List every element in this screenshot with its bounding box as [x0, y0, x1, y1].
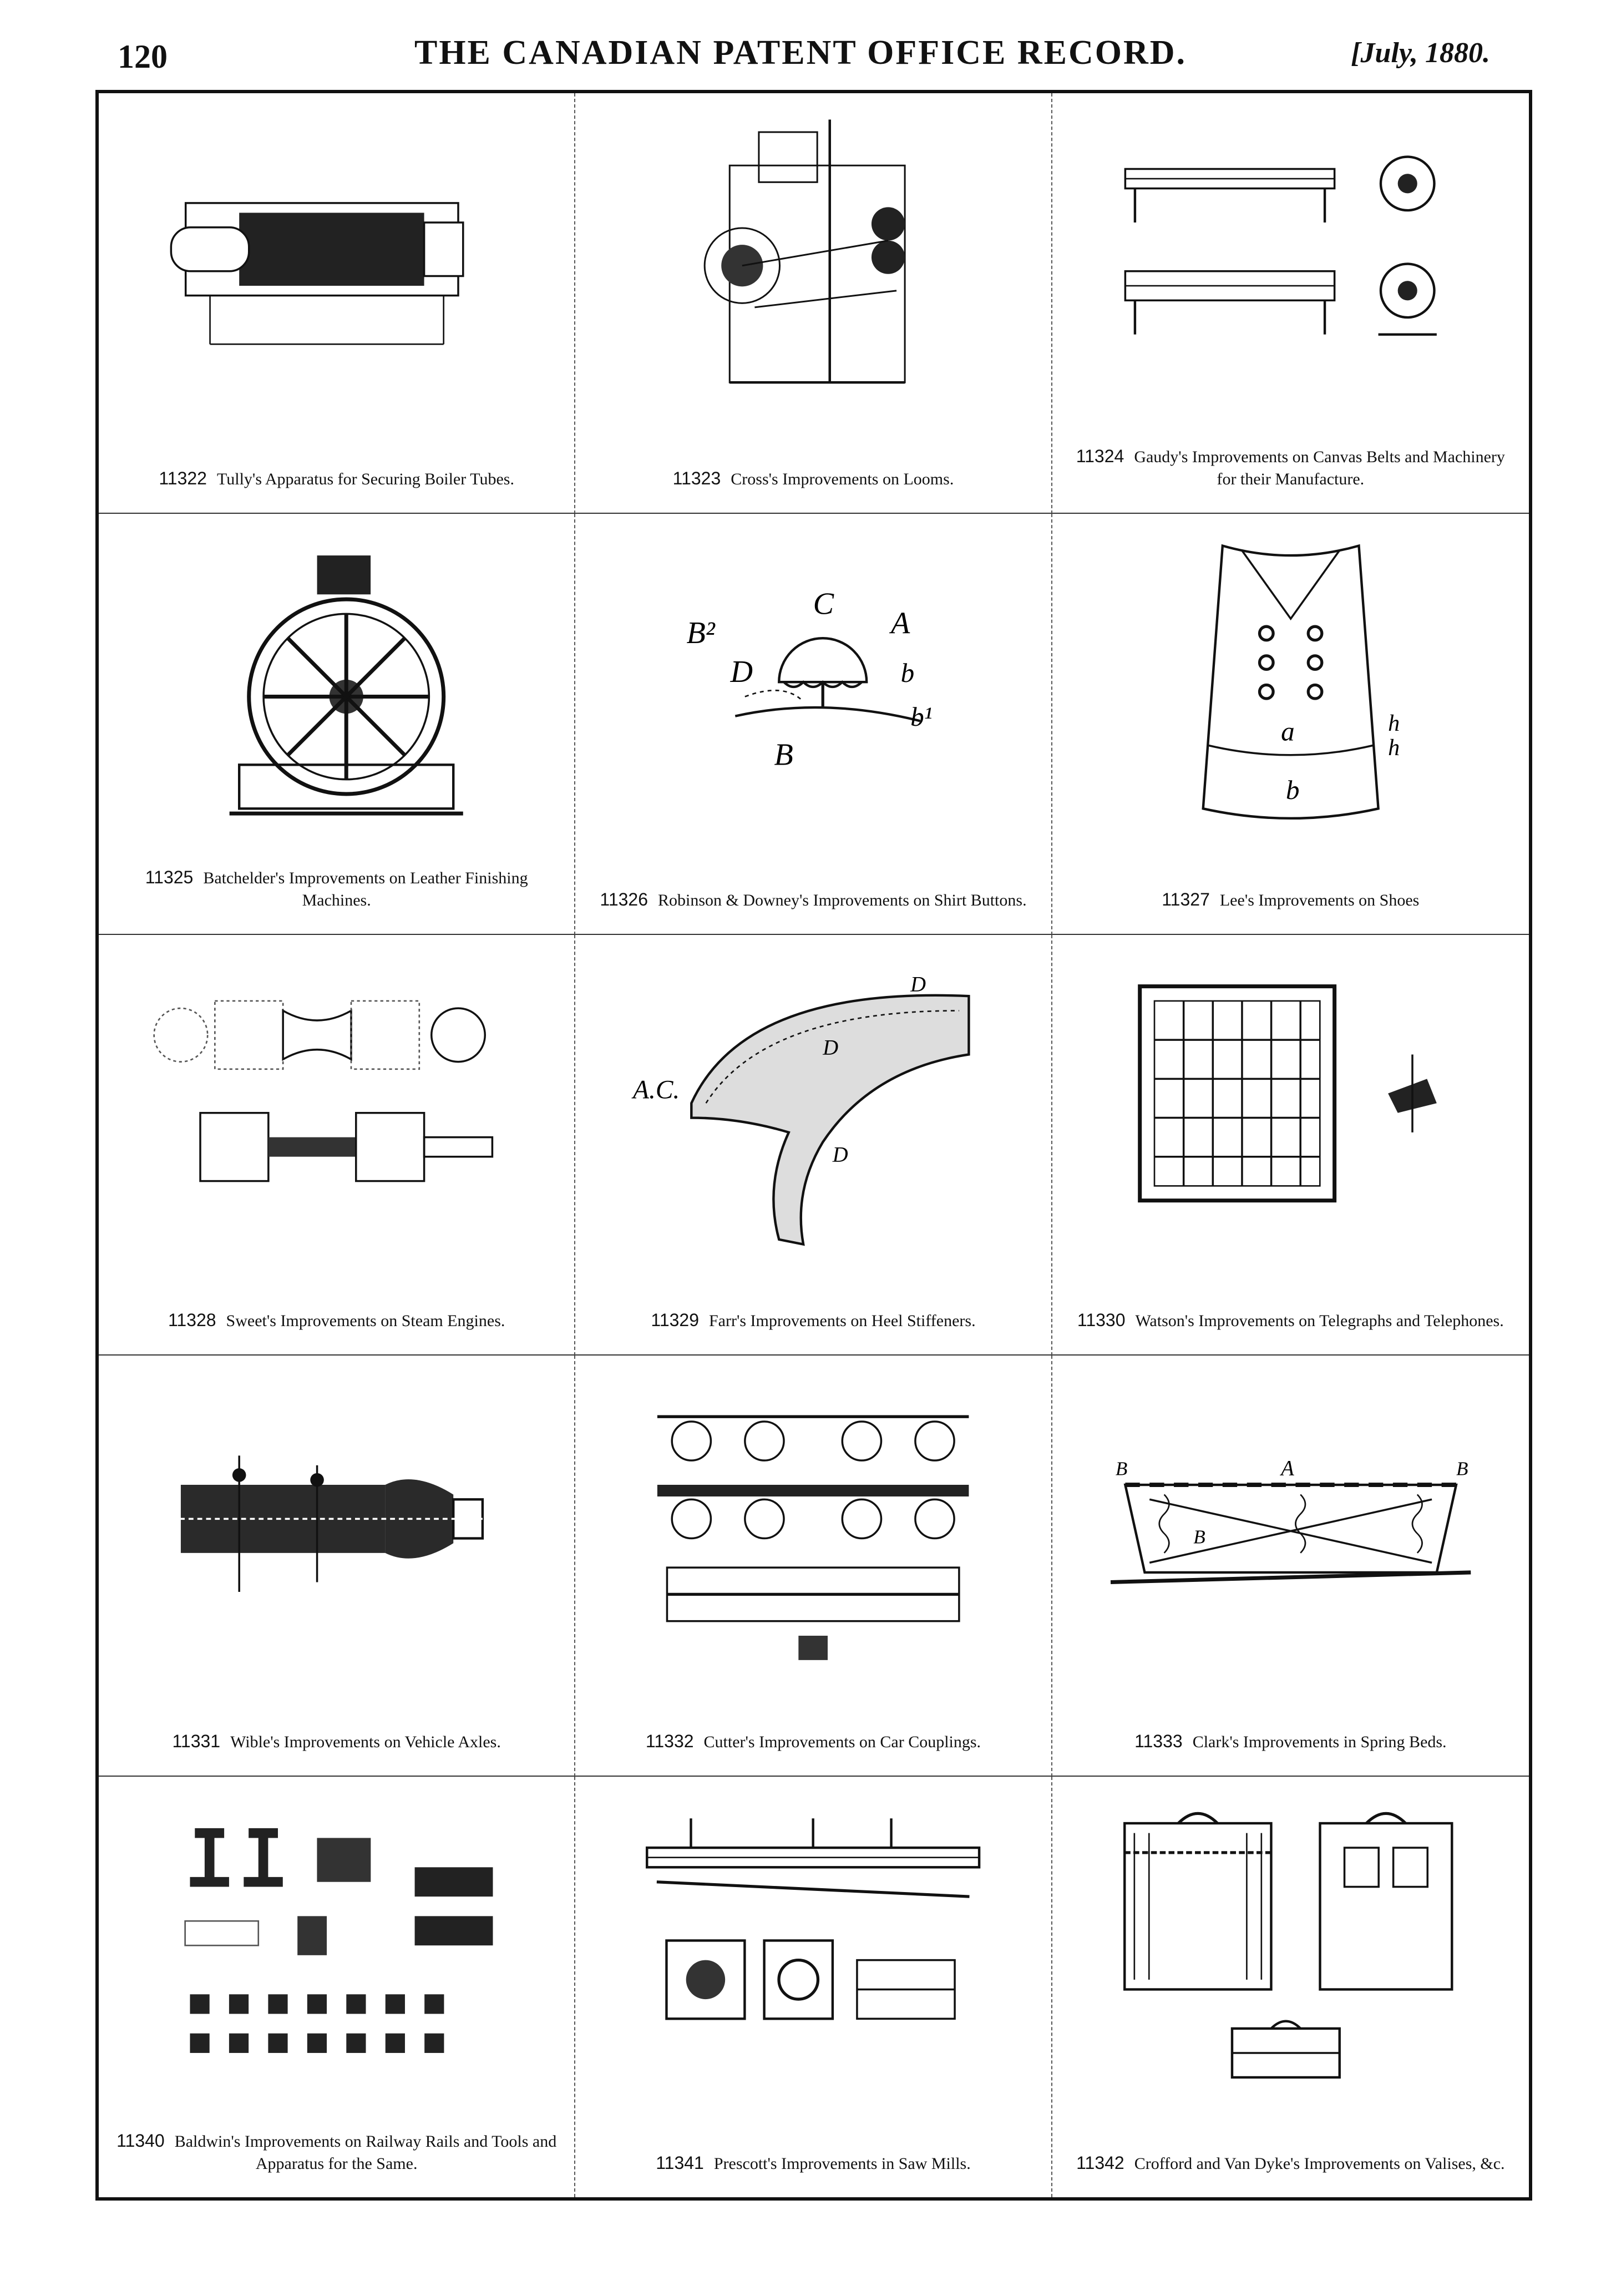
shoe-label-h-top: h [1387, 710, 1400, 737]
patent-number: 11331 [172, 1731, 221, 1751]
patent-title: Cutter's Improvements on Car Couplings. [703, 1732, 981, 1751]
patent-cell-11330 [1052, 935, 1529, 1356]
patent-cell-11326 [575, 514, 1052, 934]
patent-number: 11326 [600, 889, 648, 909]
patent-cell-11323 [575, 93, 1052, 514]
patent-caption [1069, 1309, 1512, 1332]
button-label-b2: B² [686, 616, 716, 651]
patent-caption [592, 1730, 1034, 1753]
patent-title: Batchelder's Improvements on Leather Finishing Machines. [203, 868, 528, 909]
patent-title: Watson's Improvements on Telegraphs and Telephones. [1135, 1312, 1504, 1331]
shoe-label-b: b [1285, 775, 1300, 806]
patent-title: Lee's Improvements on Shoes [1219, 891, 1420, 909]
patent-caption [592, 888, 1034, 912]
patent-title: Tully's Apparatus for Securing Boiler Tubes. [216, 470, 514, 489]
patent-number: 11329 [651, 1310, 699, 1331]
patent-title: Farr's Improvements on Heel Stiffeners. [709, 1312, 976, 1331]
patent-cell-11332 [575, 1356, 1052, 1776]
patent-cell-11329 [575, 935, 1052, 1356]
heel-label-d-mid: D [823, 1036, 839, 1060]
button-label-d: D [730, 655, 753, 690]
patent-grid [99, 93, 1529, 2197]
button-label-c: C [813, 586, 834, 621]
patent-title: Prescott's Improvements in Saw Mills. [713, 2155, 971, 2173]
patent-caption [115, 2130, 558, 2175]
boiler-tube-drawing [121, 115, 552, 407]
patent-title: Clark's Improvements in Spring Beds. [1192, 1732, 1447, 1751]
patent-caption [115, 467, 558, 490]
patent-number: 11328 [168, 1310, 216, 1331]
patent-cell-11331 [99, 1356, 575, 1776]
patent-number: 11342 [1076, 2153, 1124, 2173]
patent-number: 11323 [672, 468, 721, 489]
car-coupling-drawing [597, 1378, 1029, 1670]
patent-cell-11322 [99, 93, 575, 514]
page-header [0, 0, 1601, 94]
bed-label-b-inner: B [1193, 1526, 1205, 1548]
spring-bed-drawing [1075, 1378, 1507, 1670]
shoe-drawing [1075, 536, 1507, 828]
bed-label-a: A [1280, 1457, 1294, 1480]
button-label-b: B [774, 737, 794, 772]
patent-title: Gaudy's Improvements on Canvas Belts and Machinery for their Manufacture. [1134, 448, 1505, 489]
patent-cell-11325 [99, 514, 575, 934]
button-label-b1: b¹ [910, 701, 933, 732]
heel-label-ac: A.C. [633, 1075, 680, 1105]
saw-mill-drawing [597, 1799, 1029, 2092]
patent-caption [592, 467, 1034, 490]
steam-engine-drawing [121, 957, 552, 1249]
patent-title: Crofford and Van Dyke's Improvements on Valises, &c. [1134, 2155, 1505, 2173]
patent-caption [115, 866, 558, 912]
heel-label-d-top: D [910, 973, 926, 997]
patent-number: 11332 [645, 1731, 694, 1751]
bed-label-b-right: B [1456, 1458, 1468, 1480]
patent-title: Robinson & Downey's Improvements on Shirt Buttons. [658, 891, 1027, 909]
patent-number: 11341 [656, 2153, 704, 2173]
button-label-a: A [891, 606, 910, 641]
button-label-b-lower: b [900, 658, 915, 689]
patent-caption [1069, 2152, 1512, 2175]
patent-number: 11340 [116, 2131, 165, 2151]
axle-drawing [121, 1378, 552, 1670]
patent-number: 11330 [1077, 1310, 1126, 1331]
heel-stiffener-drawing [597, 957, 1029, 1249]
patent-title: Baldwin's Improvements on Railway Rails and Tools and Apparatus for the Same. [174, 2132, 557, 2173]
patent-title: Cross's Improvements on Looms. [731, 470, 954, 489]
heel-label-d-low: D [833, 1143, 848, 1167]
valise-drawing [1075, 1799, 1507, 2092]
patent-number: 11333 [1134, 1731, 1183, 1751]
patent-number: 11324 [1076, 446, 1124, 467]
patent-number: 11325 [145, 867, 194, 887]
shoe-label-h-bottom: h [1387, 735, 1400, 761]
patent-caption [592, 2152, 1034, 2175]
shirt-button-drawing [597, 536, 1029, 828]
patent-cell-11333 [1052, 1356, 1529, 1776]
patent-cell-11327 [1052, 514, 1529, 934]
shoe-label-a: a [1280, 716, 1295, 747]
patent-title: Sweet's Improvements on Steam Engines. [226, 1312, 505, 1331]
belt-machinery-drawing [1075, 115, 1507, 407]
patent-caption [1069, 888, 1512, 912]
patent-cell-11341 [575, 1777, 1052, 2197]
railway-rails-drawing [121, 1799, 552, 2092]
patent-cell-11340 [99, 1777, 575, 2197]
bed-label-b-left: B [1115, 1458, 1127, 1480]
patent-caption [115, 1309, 558, 1332]
patent-caption [1069, 445, 1512, 490]
patent-number: 11322 [159, 468, 207, 489]
loom-drawing [597, 115, 1029, 407]
patent-plate-frame [95, 90, 1532, 2201]
leather-machine-drawing [121, 536, 552, 828]
patent-title: Wible's Improvements on Vehicle Axles. [230, 1732, 501, 1751]
patent-cell-11328 [99, 935, 575, 1356]
patent-caption [1069, 1730, 1512, 1753]
patent-cell-11342 [1052, 1777, 1529, 2197]
patent-number: 11327 [1162, 889, 1210, 909]
page-number: 120 [118, 38, 168, 75]
issue-date: [July, 1880. [1351, 37, 1490, 69]
publication-title: THE CANADIAN PATENT OFFICE RECORD. [414, 34, 1187, 72]
telegraph-drawing [1075, 957, 1507, 1249]
patent-cell-11324 [1052, 93, 1529, 514]
patent-caption [592, 1309, 1034, 1332]
patent-caption [115, 1730, 558, 1753]
